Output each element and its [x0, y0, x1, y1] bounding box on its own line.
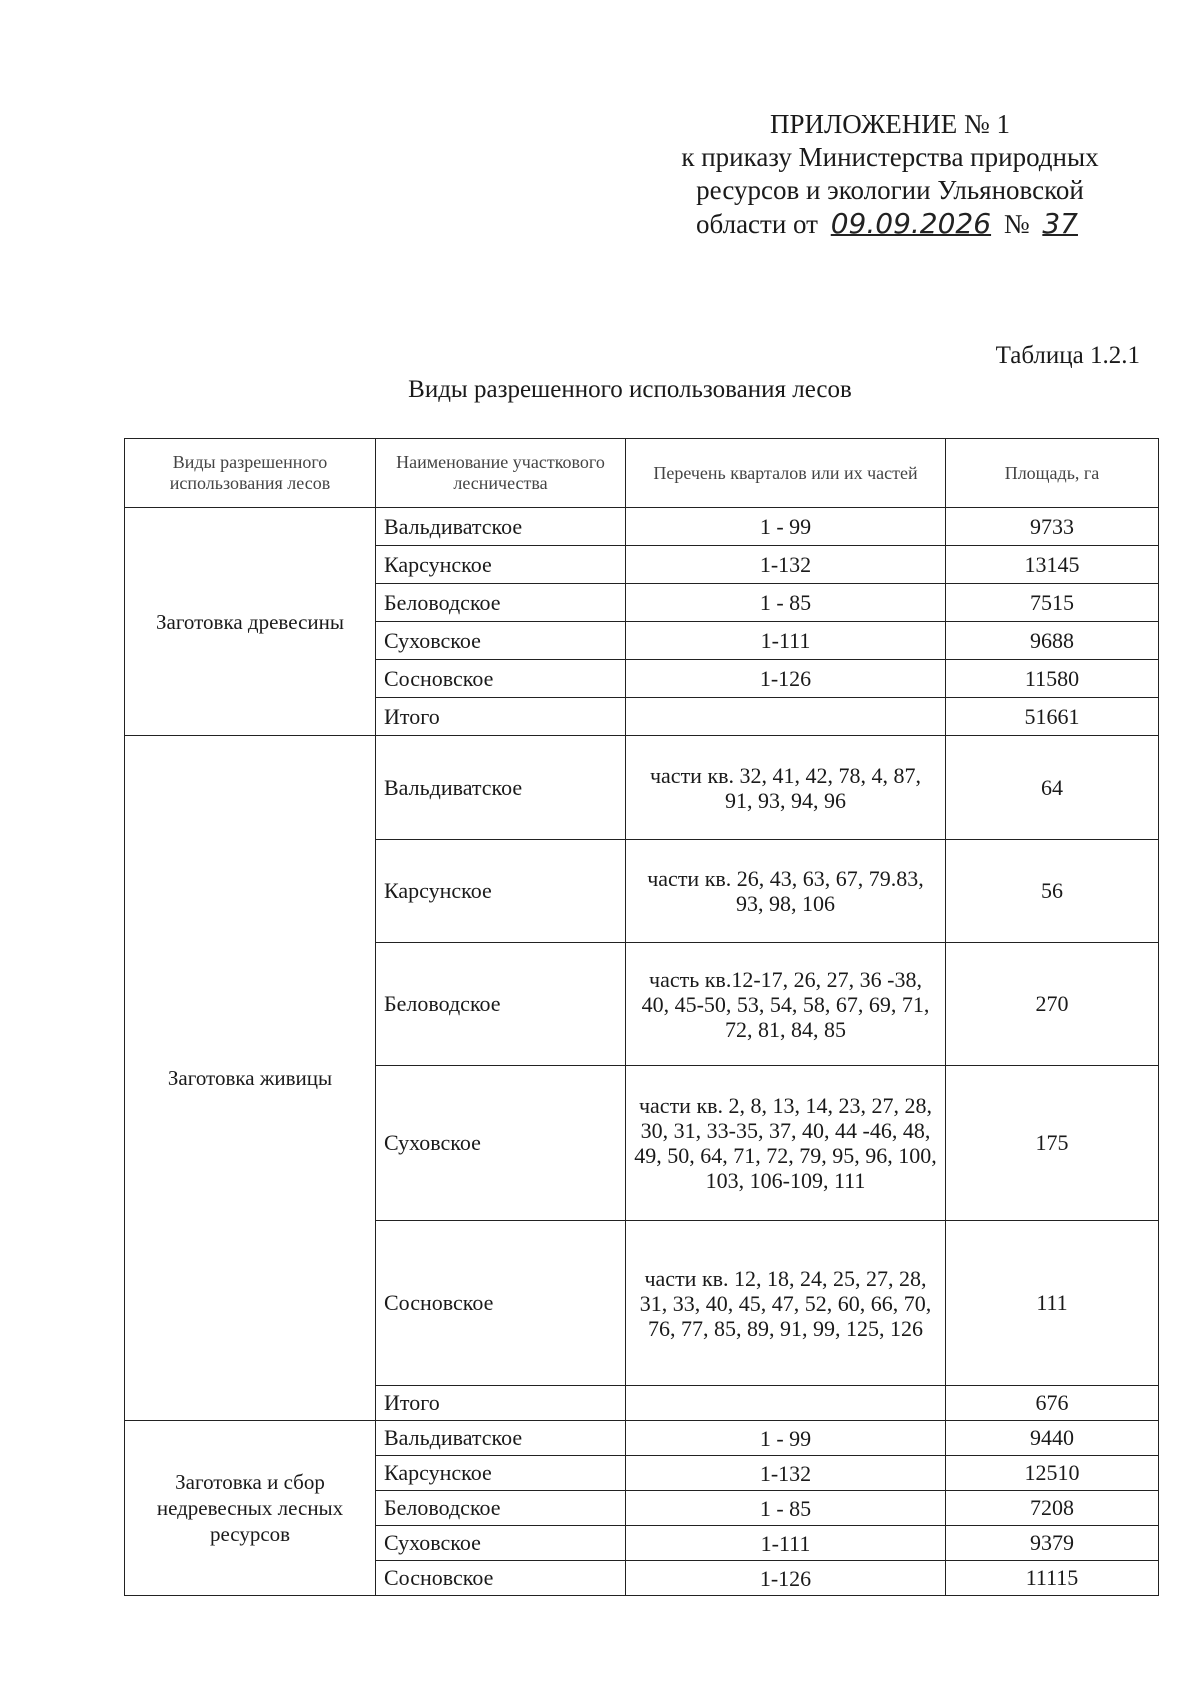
header-area: Площадь, га [946, 439, 1159, 508]
forestry-name-cell: Беловодское [376, 1491, 626, 1526]
order-date: 09.09.2026 [830, 207, 992, 240]
table-row [125, 736, 1159, 840]
forestry-name-cell: Суховское [376, 1526, 626, 1561]
quarters-cell: части кв. 32, 41, 42, 78, 4, 87, 91, 93, 94, 96 [626, 736, 946, 840]
area-cell: 175 [946, 1066, 1159, 1221]
table-header-row [125, 439, 1159, 508]
forestry-name-cell: Карсунское [376, 840, 626, 943]
area-cell: 7515 [946, 584, 1159, 622]
use-type-cell: Заготовка живицы [125, 736, 376, 1421]
area-cell: 9733 [946, 508, 1159, 546]
total-area-cell: 51661 [946, 698, 1159, 736]
area-cell: 13145 [946, 546, 1159, 584]
area-cell: 11115 [946, 1561, 1159, 1596]
quarters-cell [626, 698, 946, 736]
table-title: Виды разрешенного использования лесов [408, 376, 852, 403]
forestry-name-cell: Карсунское [376, 546, 626, 584]
quarters-cell: 1-132 [626, 546, 946, 584]
quarters-cell: 1 - 99 [626, 1421, 946, 1456]
header-use-type: Виды разрешенного использования лесов [125, 439, 376, 508]
appendix-line-3: ресурсов и экологии Ульяновской [696, 175, 1084, 205]
forestry-name-cell: Карсунское [376, 1456, 626, 1491]
forestry-name-cell: Вальдиватское [376, 736, 626, 840]
quarters-cell: части кв. 12, 18, 24, 25, 27, 28, 31, 33, 40, 45, 47, 52, 60, 66, 70, 76, 77, 85, 89, 91, 99, 125, 126 [626, 1221, 946, 1386]
use-type-cell: Заготовка древесины [125, 508, 376, 736]
area-cell: 11580 [946, 660, 1159, 698]
total-label-cell: Итого [376, 698, 626, 736]
quarters-cell: 1-126 [626, 660, 946, 698]
total-label-cell: Итого [376, 1386, 626, 1421]
order-number: 37 [1042, 207, 1078, 240]
appendix-title: ПРИЛОЖЕНИЕ № 1 [769, 109, 1011, 139]
forestry-name-cell: Вальдиватское [376, 1421, 626, 1456]
quarters-cell: 1 - 85 [626, 584, 946, 622]
forestry-name-cell: Беловодское [376, 943, 626, 1066]
quarters-cell: части кв. 2, 8, 13, 14, 23, 27, 28, 30, 31, 33-35, 37, 40, 44 -46, 48, 49, 50, 64, 71, 72, 79, 95, 96, 100, 103, 106-109, 111 [626, 1066, 946, 1221]
table-number: Таблица 1.2.1 [995, 342, 1140, 369]
table-row [125, 508, 1159, 546]
area-cell: 111 [946, 1221, 1159, 1386]
appendix-line-4 [620, 207, 1160, 241]
quarters-cell: 1-111 [626, 1526, 946, 1561]
area-cell: 9379 [946, 1526, 1159, 1561]
area-cell: 9440 [946, 1421, 1159, 1456]
header-quarters: Перечень кварталов или их частей [626, 439, 946, 508]
appendix-line-4-prefix: области от [696, 209, 818, 239]
number-sign: № [1003, 209, 1030, 239]
area-cell: 56 [946, 840, 1159, 943]
area-cell: 270 [946, 943, 1159, 1066]
forestry-name-cell: Сосновское [376, 1221, 626, 1386]
quarters-cell: 1-111 [626, 622, 946, 660]
quarters-cell: части кв. 26, 43, 63, 67, 79.83, 93, 98, 106 [626, 840, 946, 943]
area-cell: 64 [946, 736, 1159, 840]
quarters-cell: 1 - 85 [626, 1491, 946, 1526]
forestry-name-cell: Суховское [376, 1066, 626, 1221]
forestry-name-cell: Суховское [376, 622, 626, 660]
appendix-header [620, 108, 1160, 241]
quarters-cell: 1 - 99 [626, 508, 946, 546]
quarters-cell [626, 1386, 946, 1421]
quarters-cell: 1-132 [626, 1456, 946, 1491]
forestry-name-cell: Беловодское [376, 584, 626, 622]
area-cell: 7208 [946, 1491, 1159, 1526]
forestry-name-cell: Сосновское [376, 660, 626, 698]
forestry-name-cell: Сосновское [376, 1561, 626, 1596]
area-cell: 12510 [946, 1456, 1159, 1491]
total-area-cell: 676 [946, 1386, 1159, 1421]
use-type-cell: Заготовка и сбор недревесных лесных ресурсов [125, 1421, 376, 1596]
header-forestry-name: Наименование участкового лесничества [376, 439, 626, 508]
table-row [125, 1421, 1159, 1456]
quarters-cell: 1-126 [626, 1561, 946, 1596]
forestry-name-cell: Вальдиватское [376, 508, 626, 546]
forest-use-table [124, 438, 1159, 1596]
quarters-cell: часть кв.12-17, 26, 27, 36 -38, 40, 45-50, 53, 54, 58, 67, 69, 71, 72, 81, 84, 85 [626, 943, 946, 1066]
appendix-line-2: к приказу Министерства природных [681, 142, 1099, 172]
area-cell: 9688 [946, 622, 1159, 660]
